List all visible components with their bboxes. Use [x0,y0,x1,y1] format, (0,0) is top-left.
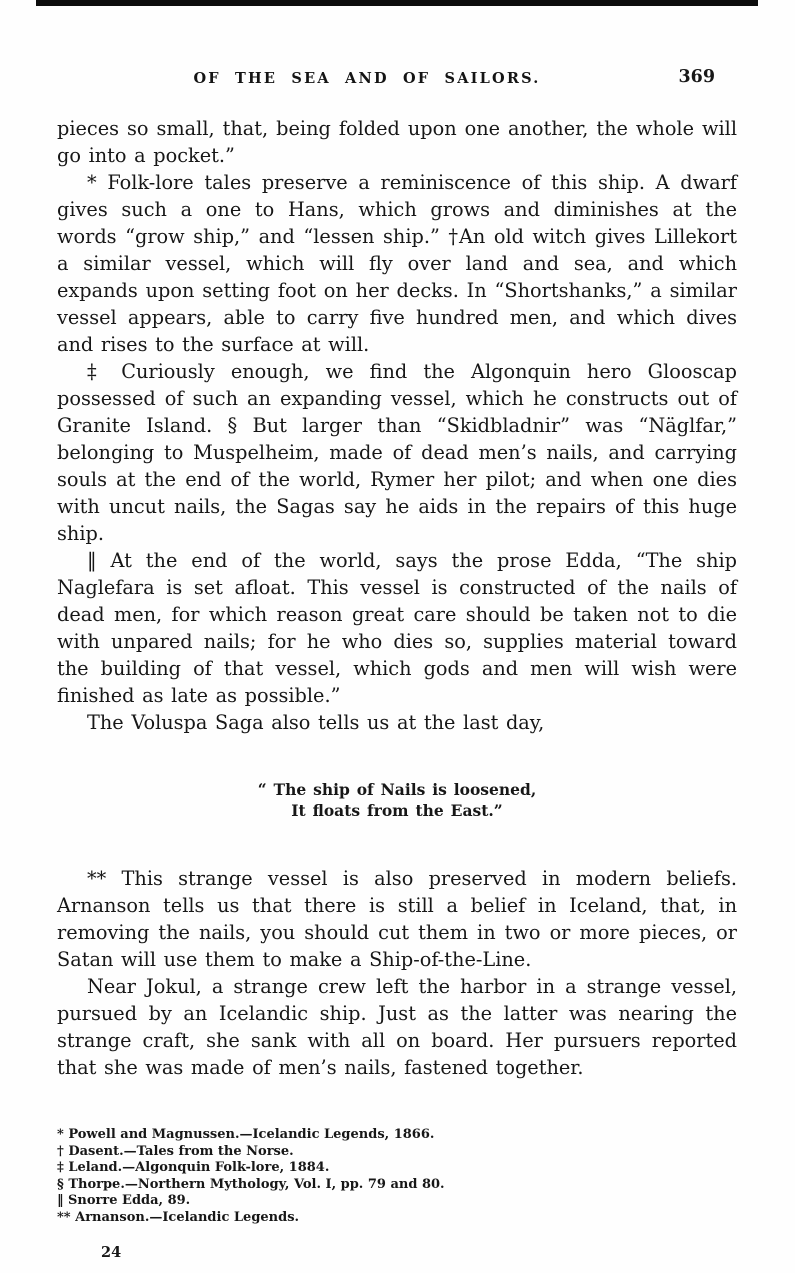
verse-line: “ The ship of Nails is loosened, [257,780,537,799]
paragraph: The Voluspa Saga also tells us at the last day, [87,711,545,734]
paragraph: ‖ At the end of the world, says the prose Edda, “The ship Naglefara is set afloat. This vessel is constructed of the nails of dead men, for which reason great care should be taken not to die with unpared nails; for he who dies so, supplies material toward the building of that vessel, which gods and men will wish were finished as late as possible.” [57,549,737,707]
scan-edge-artifact [36,0,758,6]
paragraph: pieces so small, that, being folded upon one another, the whole will go into a pocket.” [57,117,737,167]
header-title: OF THE SEA AND OF SAILORS. [193,70,541,87]
running-header [57,67,737,94]
paragraph: ‡ Curiously enough, we find the Algonquin hero Glooscap possessed of such an expanding vessel, which he constructs out of Granite Island. § But larger than “Skidbladnir” was “Näglfar,” belonging to Muspelheim, made of dead men’s nails, and carrying souls at the end of the world, Rymer her pilot; and when one dies with uncut nails, the Sagas say he aids in the repairs of this huge ship. [57,360,737,545]
paragraph: ** This strange vessel is also preserved in modern beliefs. Arnanson tells us that there is still a belief in Iceland, that, in removing the nails, you should cut them in two or more pieces, or Satan will use them to make a Ship-of-the-Line. [57,867,737,971]
footnote: ** Arnanson.—Icelandic Legends. [57,1209,300,1225]
signature-mark: 24 [101,1244,122,1261]
page-number: 369 [678,67,715,87]
footnote: † Dasent.—Tales from the Norse. [57,1143,294,1159]
paragraph: * Folk-lore tales preserve a reminiscence of this ship. A dwarf gives such a one to Hans, which grows and diminishes at the words “grow ship,” and “lessen ship.” †An old witch gives Lillekort a similar vessel, which will fly over land and sea, and which expands upon setting foot on her decks. In “Shortshanks,” a similar vessel appears, able to carry five hundred men, and which dives and rises to the surface at will. [57,171,737,356]
footnote: ‖ Snorre Edda, 89. [57,1193,191,1208]
paragraph: Near Jokul, a strange crew left the harbor in a strange vessel, pursued by an Icelandic ship. Just as the latter was nearing the strange craft, she sank with all on board. Her pursuers reported that she was made of men’s nails, fastened together. [57,975,737,1079]
footnote: * Powell and Magnussen.—Icelandic Legends, 1866. [57,1127,435,1142]
body-text [57,115,737,1081]
footnotes [57,1127,737,1226]
verse-quote [57,779,737,821]
footnote: ‡ Leland.—Algonquin Folk-lore, 1884. [57,1160,330,1175]
verse-line: It floats from the East.” [291,801,503,820]
footnote: § Thorpe.—Northern Mythology, Vol. I, pp. 79 and 80. [57,1176,445,1192]
